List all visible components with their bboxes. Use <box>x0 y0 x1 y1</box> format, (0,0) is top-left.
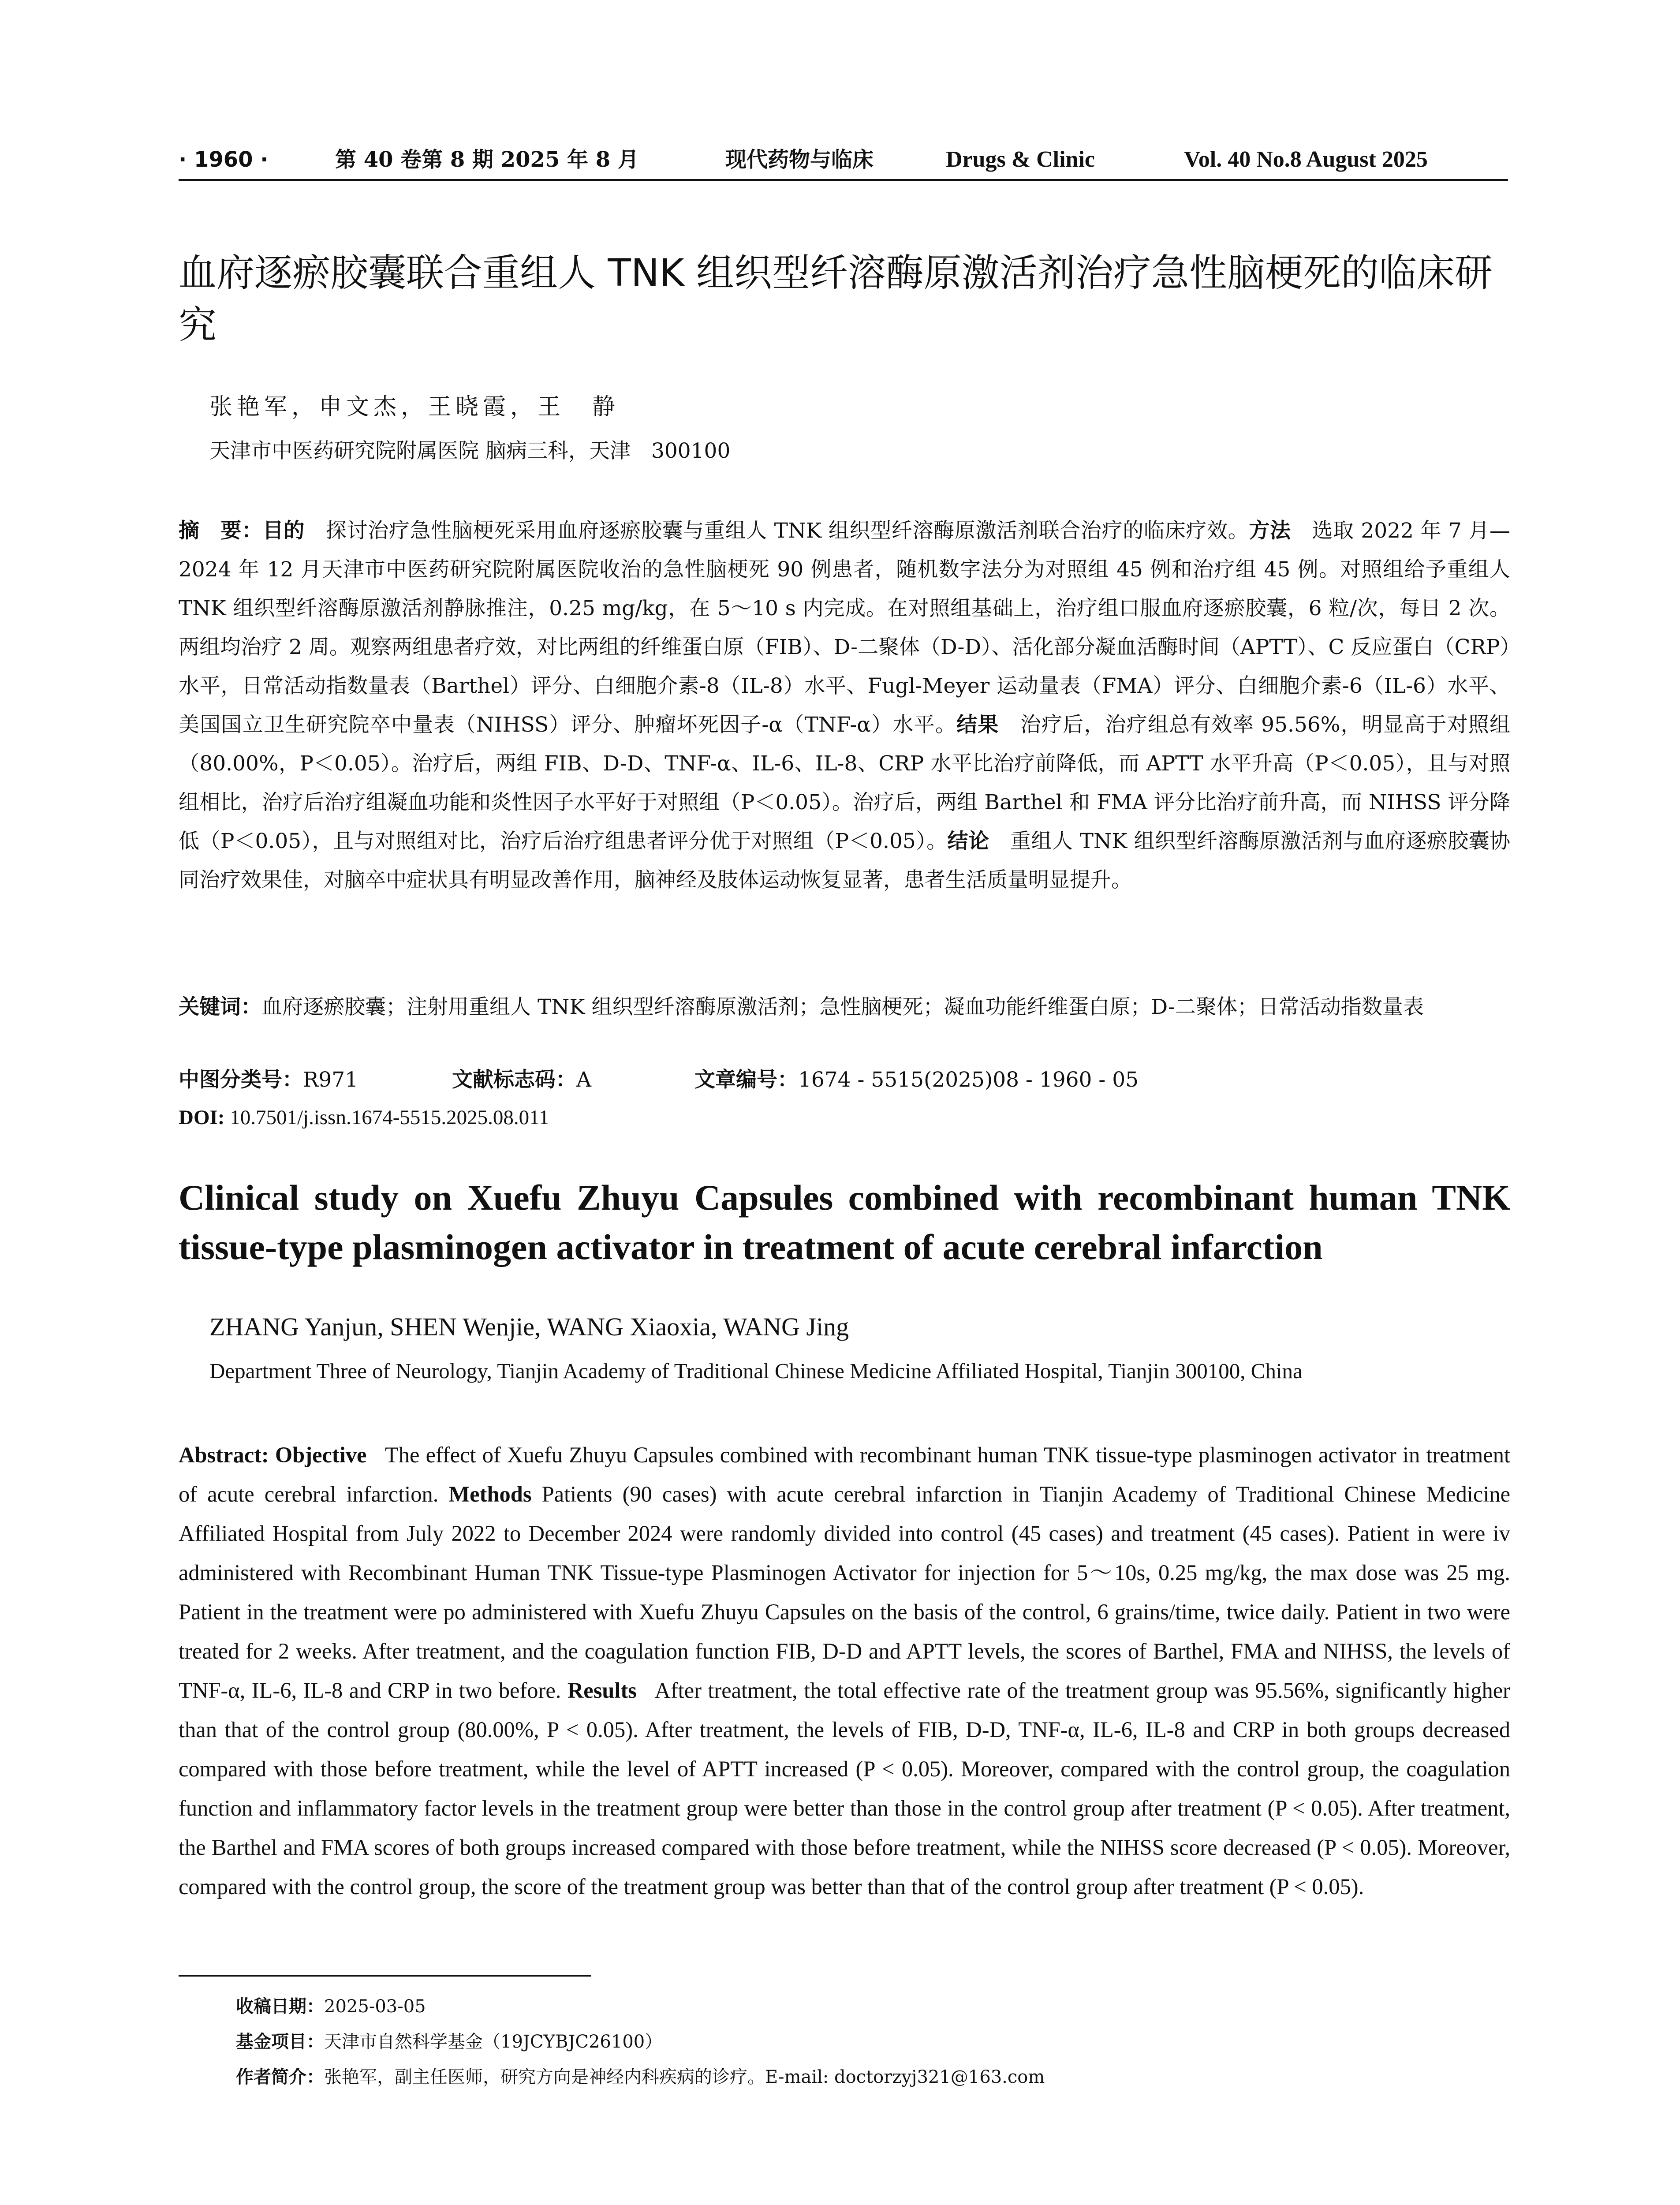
conclusion-label-cn: 结论 <box>947 829 989 853</box>
abstract-label-en: Abstract: <box>179 1443 269 1467</box>
keywords-text-cn: 血府逐瘀胶囊；注射用重组人 TNK 组织型纤溶酶原激活剂；急性脑梗死；凝血功能纤维蛋白原；D-二聚体；日常活动指数量表 <box>261 995 1424 1019</box>
journal-name-cn: 现代药物与临床 <box>725 147 874 172</box>
footnote-received <box>236 1989 1471 2024</box>
conclusion-text-cn: 重组人 TNK 组织型纤溶酶原激活剂与血府逐瘀胶囊协同治疗效果佳，对脑卒中症状具有明显改善作用，脑神经及肢体运动恢复显著，患者生活质量明显提升。 <box>179 829 1511 892</box>
clc-value: R971 <box>303 1068 358 1092</box>
paper-title-cn: 血府逐瘀胶囊联合重组人 TNK 组织型纤溶酶原激活剂治疗急性脑梗死的临床研究 <box>179 251 1493 347</box>
received-label: 收稿日期： <box>236 1996 324 2017</box>
keywords-cn <box>179 988 1510 1027</box>
methods-label-cn: 方法 <box>1249 519 1291 543</box>
received-date: 2025-03-05 <box>324 1996 426 2017</box>
journal-name-en: Drugs & Clinic <box>946 147 1095 172</box>
doi-line <box>179 1098 549 1137</box>
objective-label-en: Objective <box>275 1443 367 1467</box>
volume-issue-en: Vol. 40 No.8 August 2025 <box>1184 147 1428 172</box>
objective-text-en: The effect of Xuefu Zhuyu Capsules combined with recombinant human TNK tissue-type plasminogen activator in treatment of acute cerebral infarction. <box>179 1443 1511 1506</box>
fund-text: 天津市自然科学基金（19JCYBJC26100） <box>324 2032 663 2052</box>
page-number: · 1960 · <box>179 147 269 172</box>
clc-field <box>179 1061 358 1099</box>
affiliation-en: Department Three of Neurology, Tianjin Academy of Traditional Chinese Medicine Affiliated Hospital, Tianjin 300100, China <box>209 1359 1303 1383</box>
authors-en: ZHANG Yanjun, SHEN Wenjie, WANG Xiaoxia, WANG Jing <box>209 1312 849 1341</box>
authors-cn: 张艳军，申文杰，王晓霞，王 静 <box>209 394 620 420</box>
footnotes <box>236 1989 1471 2095</box>
doc-code-label: 文献标志码： <box>452 1068 576 1092</box>
doi-link[interactable]: 10.7501/j.issn.1674-5515.2025.08.011 <box>230 1106 549 1129</box>
results-label-en: Results <box>567 1678 637 1703</box>
results-text-cn: 治疗后，治疗组总有效率 95.56%，明显高于对照组（80.00%，P＜0.05）。治疗后，两组 FIB、D-D、TNF-α、IL-6、IL-8、CRP 水平比治疗前降低，而 APTT 水平升高（P＜0.05），且与对照组相比，治疗后治疗组凝血功能和炎性因子水平好于对照组（P＜0.05）。治疗后，两组 Barthel 和 FMA 评分比治疗前升高，而 NIHSS 评分降低（P＜0.05），且与对照组对比，治疗后治疗组患者评分优于对照组（P＜0.05）。 <box>179 713 1511 853</box>
abstract-label-cn: 摘 要： <box>179 519 263 543</box>
fund-label: 基金项目： <box>236 2032 324 2052</box>
results-text-en: After treatment, the total effective rate of the treatment group was 95.56%, significantly higher than that of the control group (80.00%, P < 0.05). After treatment, the levels of FIB, D-D, TNF-α, IL-6, IL-8 and CRP in both groups decreased compared with those before treatment, while the level of APTT increased (P < 0.05). Moreover, compared with the control group, the coagulation function and inflammatory factor levels in the treatment group were better than those in the control group after treatment (P < 0.05). After treatment, the Barthel and FMA scores of both groups increased compared with those before treatment, while the NIHSS score decreased (P < 0.05). Moreover, compared with the control group, the score of the treatment group was better than that of the control group after treatment (P < 0.05). <box>179 1678 1510 1899</box>
abstract-cn <box>179 512 1510 900</box>
author-bio-label: 作者简介： <box>236 2067 324 2087</box>
article-no-label: 文章编号： <box>694 1068 798 1092</box>
methods-label-en: Methods <box>448 1482 532 1506</box>
abstract-en <box>179 1435 1510 1906</box>
keywords-label-cn: 关键词： <box>179 995 261 1019</box>
volume-issue-cn: 第 40 卷第 8 期 2025 年 8 月 <box>335 147 639 172</box>
objective-text-cn: 探讨治疗急性脑梗死采用血府逐瘀胶囊与重组人 TNK 组织型纤溶酶原激活剂联合治疗的临床疗效。 <box>325 519 1249 543</box>
doc-code-value: A <box>576 1068 591 1092</box>
footnote-author <box>236 2059 1471 2095</box>
running-header <box>179 140 1508 181</box>
doc-code-field <box>452 1061 591 1099</box>
methods-text-en: Patients (90 cases) with acute cerebral infarction in Tianjin Academy of Traditional Chinese Medicine Affiliated Hospital from July 2022 to December 2024 were randomly divided into control (45 cases) and treatment (45 cases). Patient in were iv administered with Recombinant Human TNK Tissue-type Plasminogen Activator for injection for 5～10s, 0.25 mg/kg, the max dose was 25 mg. Patient in the treatment were po administered with Xuefu Zhuyu Capsules on the basis of the control, 6 grains/time, twice daily. Patient in two were treated for 2 weeks. After treatment, and the coagulation function FIB, D-D and APTT levels, the scores of Barthel, FMA and NIHSS, the levels of TNF-α, IL-6, IL-8 and CRP in two before. <box>179 1482 1511 1703</box>
clc-label: 中图分类号： <box>179 1068 303 1092</box>
results-label-cn: 结果 <box>956 713 999 737</box>
doi-label: DOI: <box>179 1106 225 1129</box>
objective-label-cn: 目的 <box>262 519 305 543</box>
methods-text-cn: 选取 2022 年 7 月—2024 年 12 月天津市中医药研究院附属医院收治的急性脑梗死 90 例患者，随机数字法分为对照组 45 例和治疗组 45 例。对照组给予重组人 TNK 组织型纤溶酶原激活剂静脉推注，0.25 mg/kg，在 5～10 s 内完成。在对照组基础上，治疗组口服血府逐瘀胶囊，6 粒/次，每日 2 次。两组均治疗 2 周。观察两组患者疗效，对比两组的纤维蛋白原（FIB）、D-二聚体（D-D）、活化部分凝血活酶时间（APTT）、C 反应蛋白（CRP）水平，日常活动指数量表（Barthel）评分、白细胞介素-8（IL-8）水平、Fugl-Meyer 运动量表（FMA）评分、白细胞介素-6（IL-6）水平、美国国立卫生研究院卒中量表（NIHSS）评分、肿瘤坏死因子-α（TNF-α）水平。 <box>179 519 1511 737</box>
article-no-field <box>694 1061 1139 1099</box>
author-bio-text: 张艳军，副主任医师，研究方向是神经内科疾病的诊疗。E-mail: doctorzyj321@163.com <box>324 2067 1045 2087</box>
footnote-fund <box>236 2024 1471 2059</box>
affiliation-cn: 天津市中医药研究院附属医院 脑病三科，天津 300100 <box>209 439 731 463</box>
footnote-divider <box>179 1975 591 1977</box>
paper-title-en: Clinical study on Xuefu Zhuyu Capsules combined with recombinant human TNK tissue-type plasminogen activator in treatment of acute cerebral infarction <box>179 1177 1510 1267</box>
article-no-value: 1674 - 5515(2025)08 - 1960 - 05 <box>798 1068 1139 1092</box>
